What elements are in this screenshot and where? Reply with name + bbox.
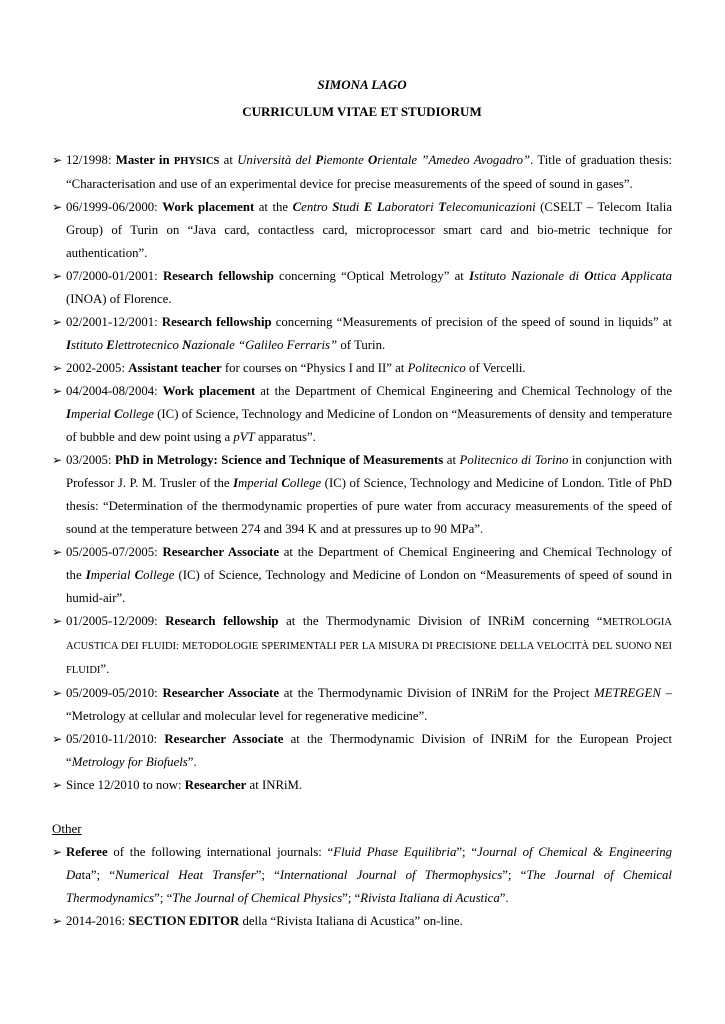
list-item: ➢ 12/1998: Master in PHYSICS at Università del Piemonte Orientale ”Amedeo Avogadro”. Title of graduation thesis: “Characterisation and use of an experimental device for precise measurements of the speed of sound in gases”. xyxy=(52,149,672,196)
arrow-bullet-icon: ➢ xyxy=(52,453,63,467)
arrow-bullet-icon: ➢ xyxy=(52,361,63,375)
other-list xyxy=(52,841,672,933)
arrow-bullet-icon: ➢ xyxy=(52,614,63,628)
list-item: ➢ 2002-2005: Assistant teacher for courses on “Physics I and II” at Politecnico of Vercelli. xyxy=(52,357,672,380)
document-title: CURRICULUM VITAE ET STUDIORUM xyxy=(242,104,482,119)
list-item: ➢ 02/2001-12/2001: Research fellowship concerning “Measurements of precision of the speed of sound in liquids” at Istituto Elettrotecnico Nazionale “Galileo Ferraris” of Turin. xyxy=(52,311,672,357)
arrow-bullet-icon: ➢ xyxy=(52,384,63,398)
list-item: ➢ 05/2010-11/2010: Researcher Associate at the Thermodynamic Division of INRiM for the European Project “Metrology for Biofuels”. xyxy=(52,728,672,774)
arrow-bullet-icon: ➢ xyxy=(52,914,63,928)
arrow-bullet-icon: ➢ xyxy=(52,845,63,859)
list-item: ➢ 03/2005: PhD in Metrology: Science and Technique of Measurements at Politecnico di Torino in conjunction with Professor J. P. M. Trusler of the Imperial College (IC) of Science, Technology and Medicine of London. Title of PhD thesis: “Determination of the thermodynamic properties of pure water from accuracy measurements of the speed of sound at the temperature between 274 and 394 K and at pressures up to 90 MPa”. xyxy=(52,449,672,541)
list-item: ➢ Since 12/2010 to now: Researcher at INRiM. xyxy=(52,774,672,797)
list-item: ➢ 07/2000-01/2001: Research fellowship concerning “Optical Metrology” at Istituto Nazionale di Ottica Applicata (INOA) of Florence. xyxy=(52,265,672,311)
arrow-bullet-icon: ➢ xyxy=(52,778,63,792)
arrow-bullet-icon: ➢ xyxy=(52,153,63,167)
list-item: ➢ 01/2005-12/2009: Research fellowship at the Thermodynamic Division of INRiM concerning “METROLOGIA ACUSTICA DEI FLUIDI: METODOLOGIE SPERIMENTALI PER LA MISURA DI PRECISIONE DELLA VELOCITÀ DEL SUONO NEI FLUIDI”. xyxy=(52,610,672,682)
arrow-bullet-icon: ➢ xyxy=(52,686,63,700)
author-name: SIMONA LAGO xyxy=(317,77,407,92)
arrow-bullet-icon: ➢ xyxy=(52,315,63,329)
list-item: ➢ 05/2005-07/2005: Researcher Associate at the Department of Chemical Engineering and Chemical Technology of the Imperial College (IC) of Science, Technology and Medicine of London on “Measurements of speed of sound in humid-air”. xyxy=(52,541,672,610)
section-heading-other: Other xyxy=(52,821,82,836)
list-item: ➢ 05/2009-05/2010: Researcher Associate at the Thermodynamic Division of INRiM for the Project METREGEN – “Metrology at cellular and molecular level for regenerative medicine”. xyxy=(52,682,672,728)
arrow-bullet-icon: ➢ xyxy=(52,732,63,746)
career-list xyxy=(52,149,672,797)
list-item: ➢ 06/1999-06/2000: Work placement at the Centro Studi E Laboratori Telecomunicazioni (CSELT – Telecom Italia Group) of Turin on “Java card, contactless card, microprocessor smart card and bio-metric technique for authentication”. xyxy=(52,196,672,265)
cv-page xyxy=(52,76,672,933)
arrow-bullet-icon: ➢ xyxy=(52,269,63,283)
list-item: ➢ 2014-2016: SECTION EDITOR della “Rivista Italiana di Acustica” on-line. xyxy=(52,910,672,933)
cv-header xyxy=(52,76,672,121)
list-item: ➢ Referee of the following international journals: “Fluid Phase Equilibria”; “Journal of Chemical & Engineering Data”; “Numerical Heat Transfer”; “International Journal of Thermophysics”; “The Journal of Chemical Thermodynamics”; “The Journal of Chemical Physics”; “Rivista Italiana di Acustica”. xyxy=(52,841,672,910)
list-item: ➢ 04/2004-08/2004: Work placement at the Department of Chemical Engineering and Chemical Technology of the Imperial College (IC) of Science, Technology and Medicine of London on “Measurements of density and temperature of bubble and dew point using a pVT apparatus”. xyxy=(52,380,672,449)
arrow-bullet-icon: ➢ xyxy=(52,545,63,559)
arrow-bullet-icon: ➢ xyxy=(52,200,63,214)
